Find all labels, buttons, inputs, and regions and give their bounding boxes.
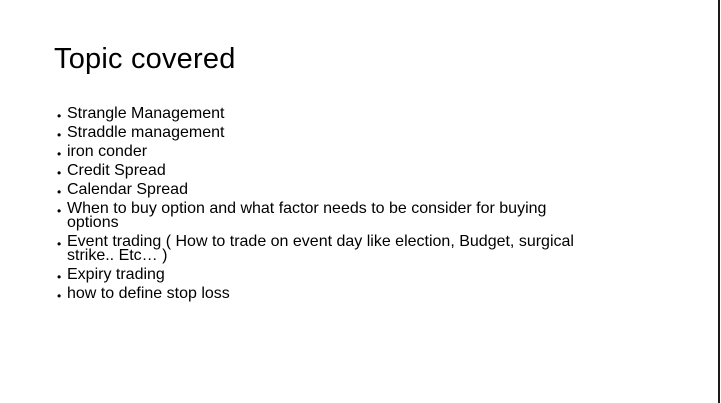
- bullet-icon: •: [57, 147, 62, 161]
- bullet-icon: •: [57, 109, 62, 123]
- list-item-text-line-1: Event trading ( How to trade on event day like election, Budget, surgical: [67, 233, 574, 250]
- list-item: [57, 126, 657, 140]
- list-item-text: iron conder: [67, 143, 148, 160]
- list-item-text-line-2: options: [67, 214, 119, 231]
- bullet-icon: •: [57, 204, 62, 218]
- list-item: [57, 202, 657, 230]
- bullet-icon: •: [57, 237, 62, 251]
- topic-list: [57, 107, 657, 306]
- list-item: [57, 268, 657, 282]
- slide-title: Topic covered: [54, 43, 236, 75]
- list-item: [57, 183, 657, 197]
- list-item: [57, 235, 657, 263]
- slide-right-border: [718, 0, 720, 404]
- list-item-text: Credit Spread: [67, 162, 166, 179]
- list-item-text: Strangle Management: [67, 105, 225, 122]
- bullet-icon: •: [57, 270, 62, 284]
- bullet-icon: •: [57, 289, 62, 303]
- list-item: [57, 145, 657, 159]
- bullet-icon: •: [57, 128, 62, 142]
- list-item-text: Expiry trading: [67, 266, 165, 283]
- bullet-icon: •: [57, 185, 62, 199]
- list-item: [57, 107, 657, 121]
- list-item-text: how to define stop loss: [67, 285, 230, 302]
- list-item-text: Straddle management: [67, 124, 225, 141]
- list-item-text-line-2: strike.. Etc… ): [67, 247, 168, 264]
- list-item-text-line-1: When to buy option and what factor needs to be consider for buying: [67, 200, 547, 217]
- list-item-text: Calendar Spread: [67, 181, 188, 198]
- bullet-icon: •: [57, 166, 62, 180]
- list-item: [57, 164, 657, 178]
- list-item: [57, 287, 657, 301]
